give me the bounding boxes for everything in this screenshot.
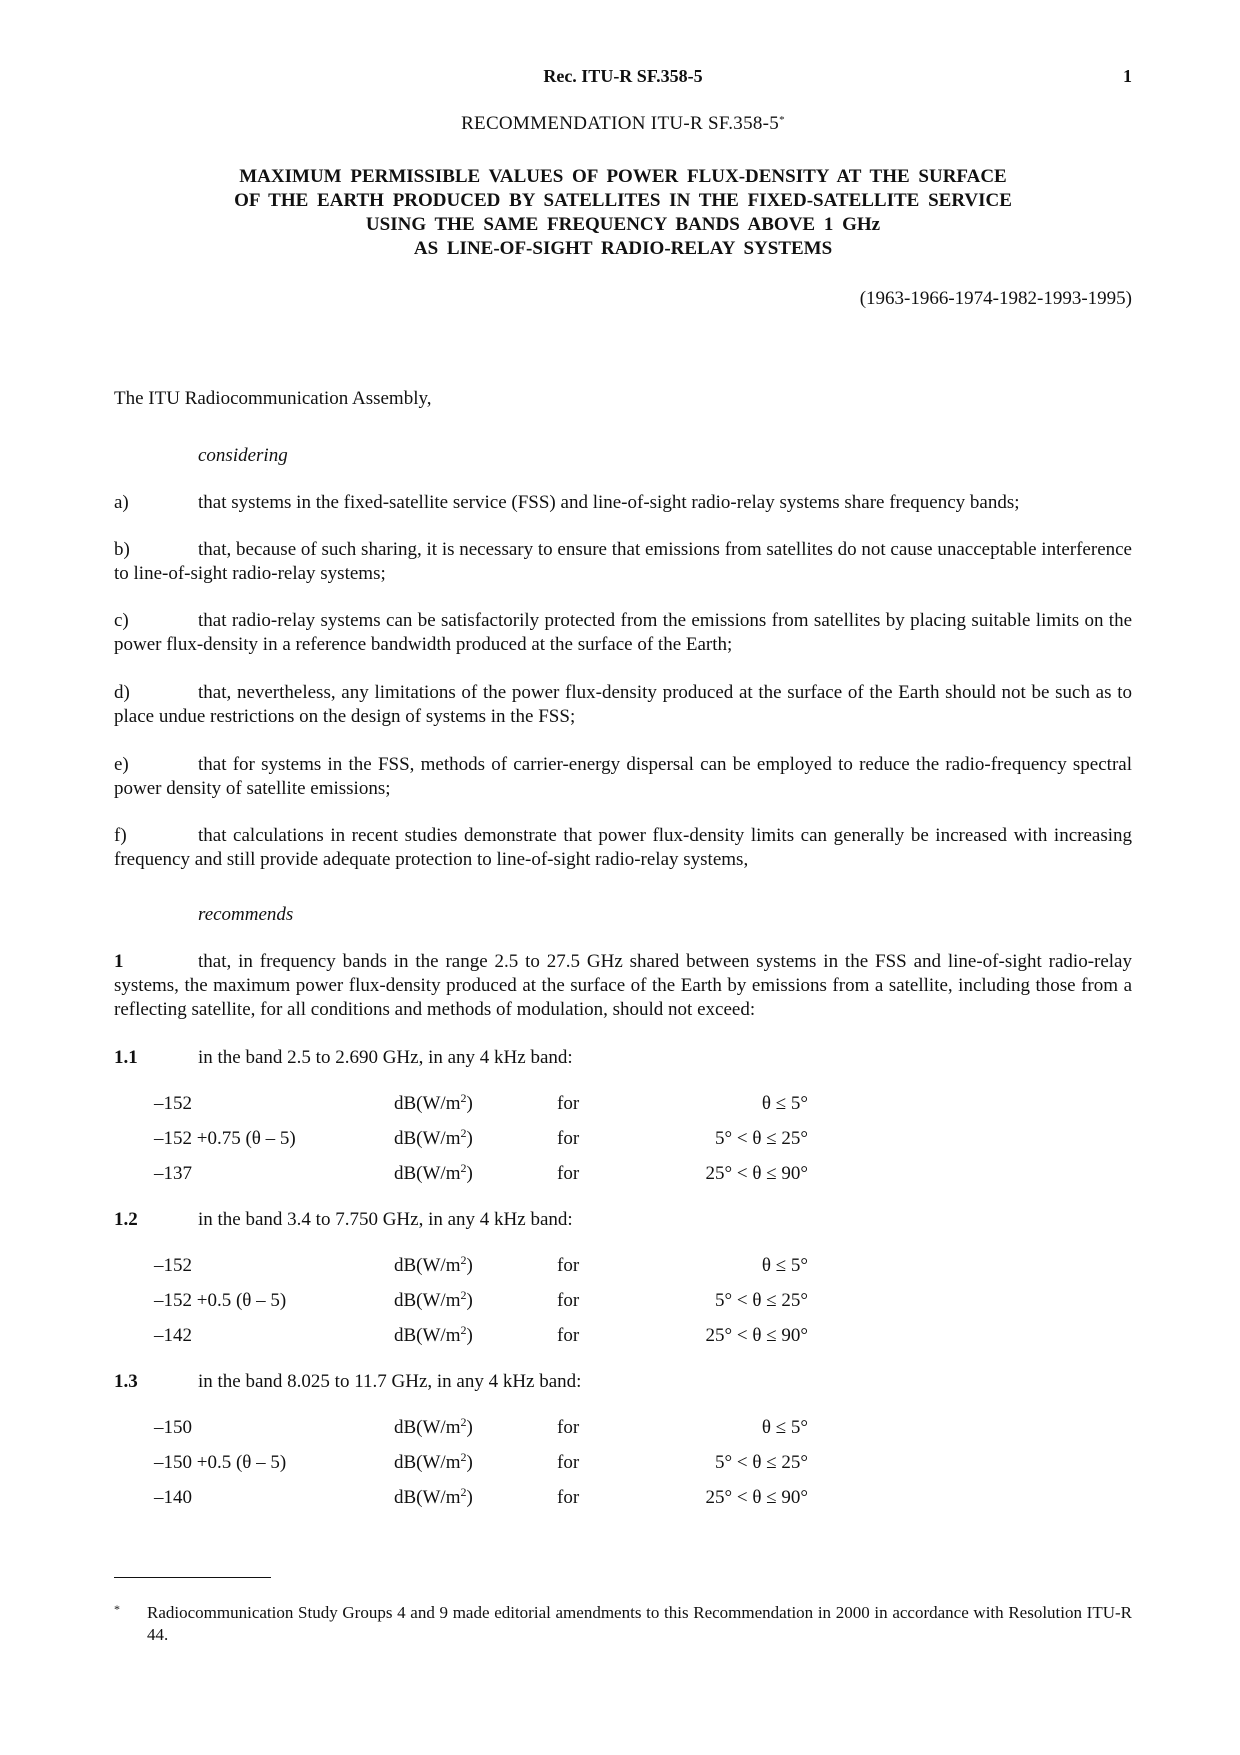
considering-item-c — [114, 609, 1132, 657]
limit-for: for — [557, 1417, 580, 1438]
section-label: 1.3 — [114, 1371, 138, 1392]
item-label: d) — [114, 682, 130, 703]
limit-row — [154, 1092, 854, 1127]
limit-unit: $dB(W/m^2)$ — [394, 1450, 473, 1473]
limit-expression: –150 — [154, 1417, 192, 1438]
limit-condition: 25° < θ ≤ 90° — [705, 1325, 808, 1346]
footnote-divider — [114, 1577, 271, 1578]
footnote-reference: * — [779, 114, 785, 126]
recommends-item-1 — [114, 950, 1132, 1022]
item-label: b) — [114, 539, 130, 560]
limit-row — [154, 1162, 854, 1197]
limit-row — [154, 1127, 854, 1162]
considering-heading: considering — [198, 445, 288, 466]
item-label: e) — [114, 754, 129, 775]
limit-row — [154, 1486, 854, 1521]
item-text: that radio-relay systems can be satisfactorily protected from the emissions from satellites by placing suitable limits on the power flux-density in a reference bandwidth produced at the surface of the Earth; — [114, 610, 1132, 655]
section-1-1 — [114, 1046, 1132, 1070]
item-text: that systems in the fixed-satellite service (FSS) and line-of-sight radio-relay systems share frequency bands; — [198, 492, 1020, 513]
section-text: in the band 2.5 to 2.690 GHz, in any 4 kHz band: — [198, 1047, 573, 1068]
document-title — [114, 165, 1132, 261]
limit-row — [154, 1254, 854, 1289]
section-label: 1.1 — [114, 1047, 138, 1068]
limit-unit: $dB(W/m^2)$ — [394, 1415, 473, 1438]
limit-for: for — [557, 1255, 580, 1276]
considering-item-e — [114, 753, 1132, 801]
limits-table-1-3 — [154, 1416, 854, 1521]
title-line: MAXIMUM PERMISSIBLE VALUES OF POWER FLUX-DENSITY AT THE SURFACE — [239, 166, 1007, 187]
limit-for: for — [557, 1163, 580, 1184]
limit-unit: $dB(W/m^2)$ — [394, 1126, 473, 1149]
limit-row — [154, 1416, 854, 1451]
section-label: 1.2 — [114, 1209, 138, 1230]
item-label: a) — [114, 492, 129, 513]
limit-for: for — [557, 1128, 580, 1149]
item-label: c) — [114, 610, 129, 631]
limit-condition: 25° < θ ≤ 90° — [705, 1163, 808, 1184]
limit-condition: θ ≤ 5° — [761, 1255, 808, 1276]
title-line: USING THE SAME FREQUENCY BANDS ABOVE 1 GHz — [365, 214, 881, 235]
limit-row — [154, 1289, 854, 1324]
limit-expression: –152 +0.5 (θ – 5) — [154, 1290, 287, 1311]
recommendation-number: RECOMMENDATION ITU-R SF.358-5 — [461, 113, 780, 134]
recommends-heading: recommends — [198, 904, 294, 925]
item-text: that, in frequency bands in the range 2.5 to 27.5 GHz shared between systems in the FSS and line-of-sight radio-relay systems, the maximum power flux-density produced at the surface of the Earth by emissions from a satellite, including those from a reflecting satellite, for all conditions and methods of modulation, should not exceed: — [114, 951, 1132, 1020]
limit-row — [154, 1451, 854, 1486]
assembly-statement: The ITU Radiocommunication Assembly, — [114, 388, 432, 409]
section-1-3 — [114, 1370, 1132, 1394]
limit-condition: θ ≤ 5° — [761, 1093, 808, 1114]
limit-expression: –142 — [154, 1325, 192, 1346]
running-header — [114, 64, 1132, 90]
limit-unit: $dB(W/m^2)$ — [394, 1253, 473, 1276]
item-label: 1 — [114, 951, 124, 972]
limit-unit: $dB(W/m^2)$ — [394, 1288, 473, 1311]
limit-for: for — [557, 1452, 580, 1473]
limit-for: for — [557, 1290, 580, 1311]
limit-unit: $dB(W/m^2)$ — [394, 1091, 473, 1114]
section-text: in the band 3.4 to 7.750 GHz, in any 4 kHz band: — [198, 1209, 573, 1230]
page-number: 1 — [1123, 66, 1132, 86]
section-1-2 — [114, 1208, 1132, 1232]
limit-expression: –152 — [154, 1093, 192, 1114]
considering-item-d — [114, 681, 1132, 729]
limit-condition: θ ≤ 5° — [761, 1417, 808, 1438]
limit-unit: $dB(W/m^2)$ — [394, 1161, 473, 1184]
limit-expression: –152 — [154, 1255, 192, 1276]
limit-unit: $dB(W/m^2)$ — [394, 1323, 473, 1346]
title-line: AS LINE-OF-SIGHT RADIO-RELAY SYSTEMS — [413, 238, 833, 259]
limit-for: for — [557, 1325, 580, 1346]
considering-item-b — [114, 538, 1132, 586]
revision-dates: (1963-1966-1974-1982-1993-1995) — [859, 288, 1132, 309]
section-text: in the band 8.025 to 11.7 GHz, in any 4 kHz band: — [198, 1371, 582, 1392]
limit-condition: 5° < θ ≤ 25° — [715, 1452, 808, 1473]
recommendation-line — [114, 112, 1132, 136]
limit-expression: –137 — [154, 1163, 192, 1184]
item-text: that for systems in the FSS, methods of carrier-energy dispersal can be employed to reduce the radio-frequency spectral power density of satellite emissions; — [114, 754, 1132, 799]
limit-for: for — [557, 1093, 580, 1114]
considering-item-f — [114, 824, 1132, 872]
limits-table-1-2 — [154, 1254, 854, 1359]
item-text: that, because of such sharing, it is necessary to ensure that emissions from satellites do not cause unacceptable interference to line-of-sight radio-relay systems; — [114, 539, 1132, 584]
limit-expression: –140 — [154, 1487, 192, 1508]
limit-condition: 5° < θ ≤ 25° — [715, 1290, 808, 1311]
limit-row — [154, 1324, 854, 1359]
limit-condition: 5° < θ ≤ 25° — [715, 1128, 808, 1149]
item-text: that calculations in recent studies demonstrate that power flux-density limits can generally be increased with increasing frequency and still provide adequate protection to line-of-sight radio-relay systems, — [114, 825, 1132, 870]
limit-condition: 25° < θ ≤ 90° — [705, 1487, 808, 1508]
limit-expression: –150 +0.5 (θ – 5) — [154, 1452, 287, 1473]
limit-expression: –152 +0.75 (θ – 5) — [154, 1128, 296, 1149]
limit-unit: $dB(W/m^2)$ — [394, 1485, 473, 1508]
header-title: Rec. ITU-R SF.358-5 — [543, 66, 703, 86]
considering-item-a — [114, 491, 1132, 515]
footnote-text: Radiocommunication Study Groups 4 and 9 made editorial amendments to this Recommendation in 2000 in accordance with Resolution ITU-R 44. — [147, 1603, 1132, 1644]
limit-for: for — [557, 1487, 580, 1508]
footnote-mark: * — [114, 1602, 120, 1616]
title-line: OF THE EARTH PRODUCED BY SATELLITES IN THE FIXED-SATELLITE SERVICE — [234, 190, 1012, 211]
item-label: f) — [114, 825, 127, 846]
limits-table-1-1 — [154, 1092, 854, 1197]
item-text: that, nevertheless, any limitations of the power flux-density produced at the surface of the Earth should not be such as to place undue restrictions on the design of systems in the FSS; — [114, 682, 1132, 727]
